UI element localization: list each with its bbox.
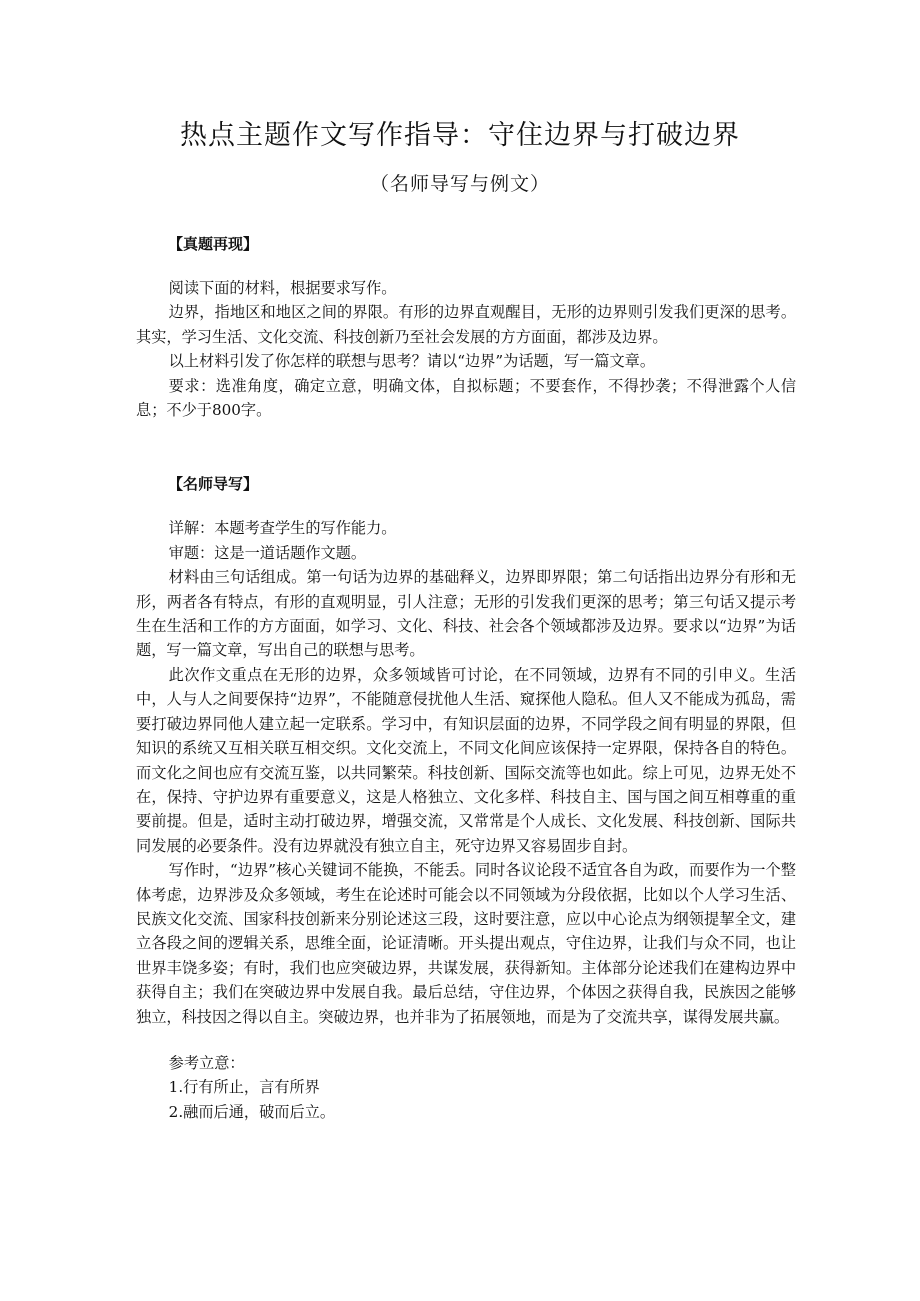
- reference-item: 2.融而后通，破而后立。: [168, 1102, 336, 1121]
- paragraph: 详解：本题考查学生的写作能力。: [168, 519, 397, 538]
- reference-label: 参考立意：: [168, 1053, 245, 1072]
- reference-item: 1.行有所止，言有所界: [168, 1078, 320, 1097]
- paragraph: 边界，指地区和地区之间的界限。有形的边界直观醒目，无形的边界则引发我们更深的思考。其实，学习生活、文化交流、科技创新乃至社会发展的方方面面，都涉及边界。: [136, 303, 796, 346]
- paragraph: 以上材料引发了你怎样的联想与思考？请以“边界”为话题，写一篇文章。: [168, 352, 656, 371]
- page-subtitle: （名师导写与例文）: [369, 173, 550, 195]
- paragraph: 此次作文重点在无形的边界，众多领域皆可讨论，在不同领域，边界有不同的引申义。生活中，人与人之间要保持“边界”，不能随意侵扰他人生活、窥探他人隐私。但人又不能成为孤岛，需要打破边界同他人建立起一定联系。学习中，有知识层面的边界，不同学段之间有明显的界限，但知识的系统又互相关联互相交织。文化交流上，不同文化间应该保持一定界限，保持各自的特色。而文化之间也应有交流互鉴，以共同繁荣。科技创新、国际交流等也如此。综上可见，边界无处不在，保持、守护边界有重要意义，这是人格独立、文化多样、科技自主、国与国之间互相尊重的重要前提。但是，适时主动打破边界，增强交流，又常常是个人成长、文化发展、科技创新、国际共同发展的必要条件。没有边界就没有独立自主，死守边界又容易固步自封。: [136, 665, 796, 855]
- paragraph: 要求：选准角度，确定立意，明确文体，自拟标题；不要套作，不得抄袭；不得泄露个人信息；不少于800字。: [136, 376, 796, 420]
- page-title: 热点主题作文写作指导：守住边界与打破边界: [180, 120, 740, 151]
- document-body: [136, 230, 796, 1124]
- section-heading-guidance: 【名师导写】: [168, 475, 259, 494]
- paragraph: 阅读下面的材料，根据要求写作。: [168, 279, 397, 297]
- paragraph: 写作时，“边界”核心关键词不能换，不能丢。同时各议论段不适宜各自为政，而要作为一个整体考虑，边界涉及众多领域，考生在论述时可能会以不同领域为分段依据，比如以个人学习生活、民族文化交流、国家科技创新来分别论述这三段，这时要注意，应以中心论点为纲领提挈全文，建立各段之间的逻辑关系，思维全面，论证清晰。开头提出观点，守住边界，让我们与众不同，也让世界丰饶多姿；有时，我们也应突破边界，共谋发展，获得新知。主体部分论述我们在建构边界中获得自主；我们在突破边界中发展自我。最后总结，守住边界，个体因之获得自我，民族因之能够独立，科技因之得以自主。突破边界，也并非为了拓展领地，而是为了交流共享，谋得发展共赢。: [136, 861, 796, 1026]
- paragraph: 审题：这是一道话题作文题。: [168, 543, 367, 562]
- paragraph: 材料由三句话组成。第一句话为边界的基础释义，边界即界限；第二句话指出边界分有形和无形，两者各有特点，有形的直观明显，引人注意；无形的引发我们更深的思考；第三句话又提示考生在生活和工作的方方面面，如学习、文化、科技、社会各个领域都涉及边界。要求以“边界”为话题，写一篇文章，写出自己的联想与思考。: [136, 568, 796, 660]
- section-heading-exam: 【真题再现】: [168, 235, 259, 253]
